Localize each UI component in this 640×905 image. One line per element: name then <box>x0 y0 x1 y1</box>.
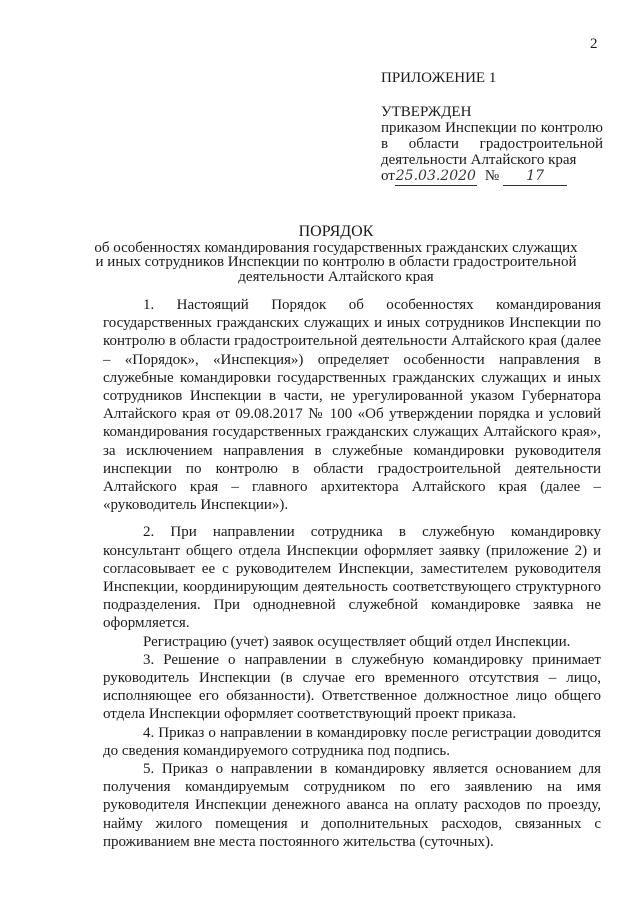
document-title <box>60 225 612 284</box>
paragraph-3: 3. Решение о направлении в служебную командировку принимает руководитель Инспекции (в случае его временного отсутствия – лицо, исполняющее его обязанности). Ответственное должностное лицо общего отдела Инспекции оформляет соответствующий проект приказа. <box>103 651 601 723</box>
paragraph-registration: Регистрацию (учет) заявок осуществляет общий отдел Инспекции. <box>143 633 571 650</box>
title-main: ПОРЯДОК <box>298 223 374 240</box>
approval-line-1: приказом Инспекции по контролю <box>381 120 603 136</box>
title-subtitle-1: об особенностях командирования государственных гражданских служащих <box>94 239 578 256</box>
approval-line-3: деятельности Алтайского края <box>381 152 577 168</box>
date-prefix: от <box>381 168 395 184</box>
page-number: 2 <box>590 36 598 52</box>
date-number-line <box>381 168 603 186</box>
appendix-label: ПРИЛОЖЕНИЕ 1 <box>381 70 497 86</box>
approved-label: УТВЕРЖДЕН <box>381 104 472 120</box>
paragraph-4: 4. Приказ о направлении в командировку после регистрации доводится до сведения командируемого сотрудника под подпись. <box>103 724 601 759</box>
title-subtitle-3: деятельности Алтайского края <box>238 268 434 285</box>
document-body <box>103 296 601 851</box>
paragraph-1: 1. Настоящий Порядок об особенностях командирования государственных гражданских служащих и иных сотрудников Инспекции по контролю в области градостроительной деятельности Алтайского края (далее – «Порядок», «Инспекция») определяет особенности направления в служебные командировки государственных гражданских служащих и иных сотрудников Инспекции в части, не урегулированной указом Губернатора Алтайского края от 09.08.2017 № 100 «Об утверждении порядка и условий командирования государственных гражданских служащих Алтайского края», за исключением направления в служебные командировки руководителя инспекции по контролю в области градостроительной деятельности Алтайского края – главного архитектора Алтайского края (далее – «руководитель Инспекции»). <box>103 297 601 514</box>
approval-block <box>381 104 603 186</box>
approval-line-2: в области градостроительной <box>381 136 603 152</box>
title-subtitle-2: и иных сотрудников Инспекции по контролю в области градостроительной <box>95 254 577 270</box>
paragraph-5: 5. Приказ о направлении в командировку является основанием для получения командируемым сотрудником по его заявлению на имя руководителя Инспекции денежного аванса на оплату расходов по проезду, найму жилого помещения и дополнительных расходов, связанных с проживанием вне места постоянного жительства (суточных). <box>103 761 601 850</box>
paragraph-2: 2. При направлении сотрудника в служебную командировку консультант общего отдела Инспекции оформляет заявку (приложение 2) и согласовывает ее с руководителем Инспекции, заместителем руководителя Инспекции, координирующим деятельность соответствующего структурного подразделения. При однодневной служебной командировке заявка не оформляется. <box>103 524 601 632</box>
handwritten-date: 25.03.2020 <box>395 168 476 184</box>
number-sign: № <box>484 168 500 184</box>
handwritten-number: 17 <box>503 168 567 186</box>
